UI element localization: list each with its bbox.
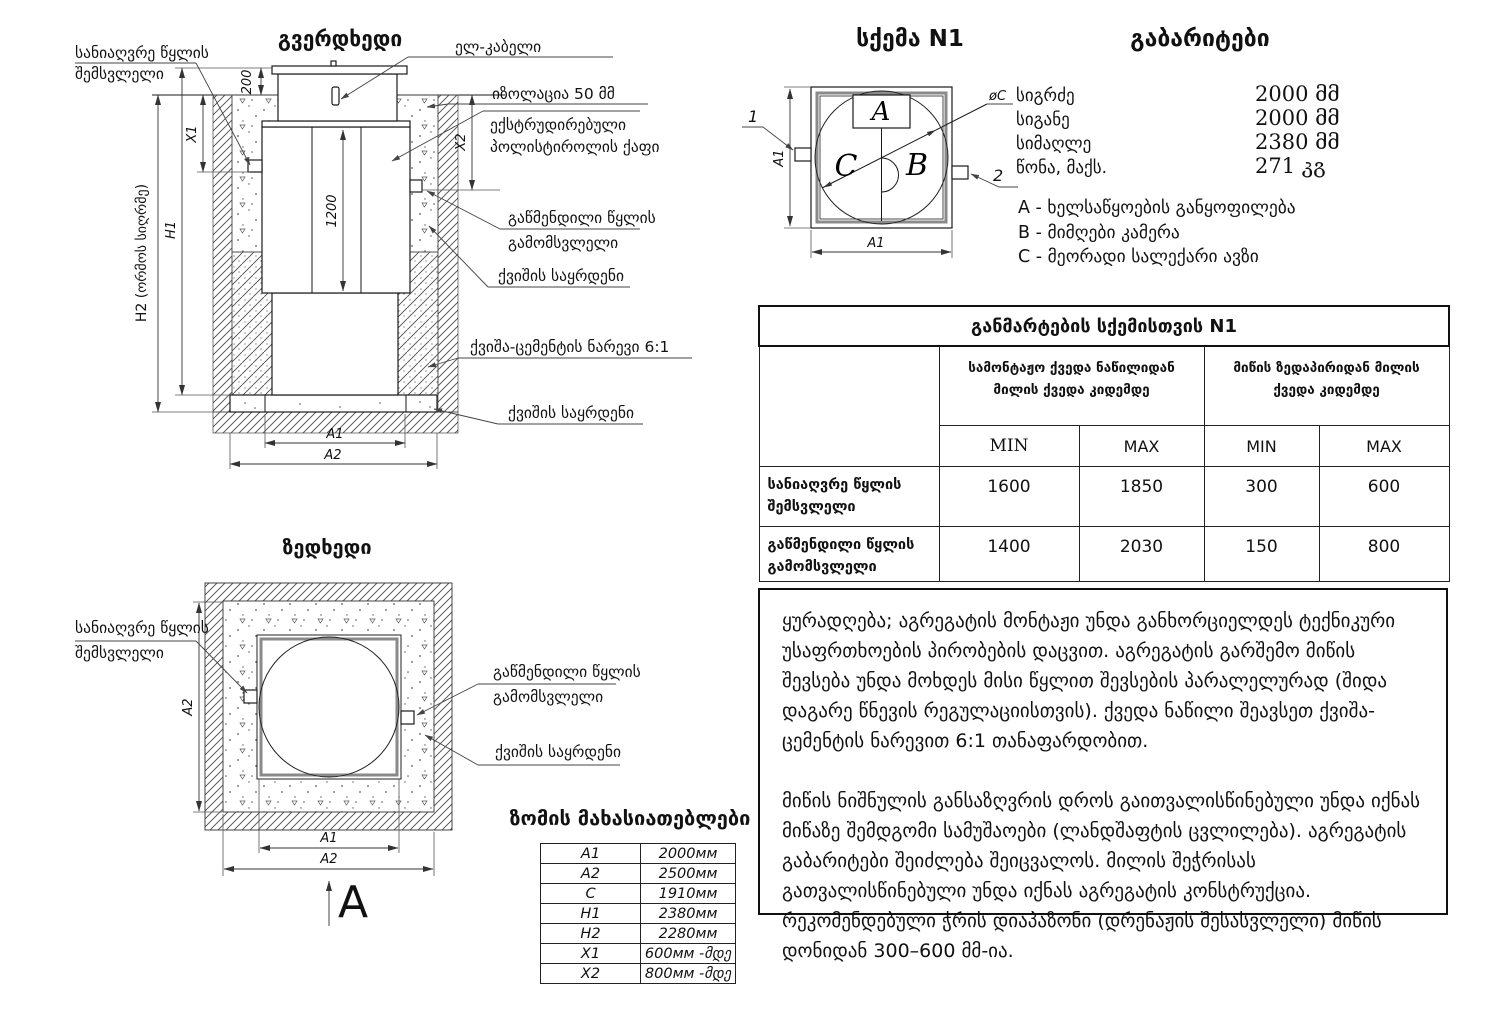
sand-support-lower-label: ქვიშის საყრდენი xyxy=(508,404,634,422)
compartment-b-letter: B xyxy=(905,148,929,183)
notes-paragraph-1: ყურადღება; აგრეგატის მონტაჟი უნდა განხორციელდეს ტექნიკური უსაფრთხოების პირობების დაცვით. აგრეგატის გარშემო მიწის შევსება უნდა მოხდეს მისი წყლით შევსების პარალელურად (შიდა დაგარე წნევის რეგულაციისთვის). ქვედა ნაწილი შეავსეთ ქვიშა-ცემენტის ნარევით 6:1 თანაფარდობით. xyxy=(782,610,1396,753)
table-row-outlet xyxy=(759,527,1449,582)
cell-value: 1600 xyxy=(939,467,1079,527)
tank-flange xyxy=(262,121,410,127)
dim-h1: H1 xyxy=(164,220,179,240)
pit-wall-left xyxy=(213,95,232,412)
size-value: 800мм -მდე xyxy=(641,964,736,984)
top-view-dim-a2-bottom: A2 xyxy=(320,852,338,867)
size-value: 2500мм xyxy=(641,864,736,884)
installation-notes xyxy=(758,588,1448,963)
explain-table-corner-cell xyxy=(759,346,939,467)
compartment-legend xyxy=(1018,196,1448,270)
size-value: 2380мм xyxy=(641,904,736,924)
sand-support-upper-label: ქვიშის საყრდენი xyxy=(498,267,624,285)
cell-value: 600 xyxy=(1319,467,1449,527)
cell-value: 800 xyxy=(1319,527,1449,582)
spec-row-width xyxy=(1016,106,1436,130)
top-inlet-label-2: შემსვლელი xyxy=(75,644,164,662)
scheme-n1-diagram xyxy=(740,80,1020,265)
sand-cement-mix-label: ქვიშა-ცემენტის ნარევი 6:1 xyxy=(470,338,670,356)
dim-a2: A2 xyxy=(324,448,342,463)
max-header-2: MAX xyxy=(1319,426,1449,467)
size-param: H2 xyxy=(541,924,641,944)
size-row xyxy=(541,884,736,904)
dim-200: 200 xyxy=(240,69,255,95)
cell-value: 1850 xyxy=(1079,467,1204,527)
inlet-label-2: შემსვლელი xyxy=(75,65,164,83)
min-header-1: MIN xyxy=(939,426,1079,467)
spec-value: 2000 მმ xyxy=(1255,106,1340,130)
scheme-outlet-stub xyxy=(952,166,968,179)
spec-row-weight xyxy=(1016,154,1436,178)
cell-value: 150 xyxy=(1204,527,1319,582)
min-header-2: MIN xyxy=(1204,426,1319,467)
gabarits-list xyxy=(1016,82,1436,178)
column-group-1: სამონტაჟო ქვედა ნაწილიდან მილის ქვედა კიდემდე xyxy=(939,346,1204,426)
size-value: 600мм -მდე xyxy=(641,944,736,964)
dim-h2-pit-depth: H2 (ორმოს სიღრმე) xyxy=(134,183,150,323)
outlet-label: გაწმენდილი წყლის xyxy=(508,209,656,227)
top-view-tank-square xyxy=(257,635,401,779)
cable-conduit xyxy=(332,87,339,105)
scheme-dim-a1-left: A1 xyxy=(772,149,787,167)
dim-1200: 1200 xyxy=(325,194,340,228)
size-row xyxy=(541,844,736,864)
size-value: 1910мм xyxy=(641,884,736,904)
tank-lower-body xyxy=(272,293,398,395)
scheme-dim-a1-bottom: A1 xyxy=(867,236,885,251)
top-outlet-label: გაწმენდილი წყლის xyxy=(493,663,641,681)
size-table xyxy=(540,843,736,984)
callout-2: 2 xyxy=(993,166,1004,185)
spec-label: სიმაღლე xyxy=(1016,134,1092,154)
callout-1: 1 xyxy=(748,107,759,126)
spec-row-length xyxy=(1016,82,1436,106)
legend-b: B - მიმღები კამერა xyxy=(1018,222,1180,243)
foam-label: ექსტრუდირებული xyxy=(490,116,627,134)
row-label: სანიაღვრე წყლის შემსვლელი xyxy=(759,467,939,527)
size-param: X1 xyxy=(541,944,641,964)
side-view-diagram xyxy=(60,20,760,530)
explanation-table xyxy=(758,305,1450,582)
size-value: 2000мм xyxy=(641,844,736,864)
legend-c: C - მეორადი სალექარი ავზი xyxy=(1018,247,1259,267)
legend-a: A - ხელსაწყოების განყოფილება xyxy=(1018,198,1296,218)
size-param: C xyxy=(541,884,641,904)
size-table-title: ზომის მახასიათებლები xyxy=(509,806,751,830)
spec-value: 2000 მმ xyxy=(1255,82,1340,106)
side-view-title: გვერდხედი xyxy=(277,27,403,51)
row-label: გაწმენდილი წყლის გამომსვლელი xyxy=(759,527,939,582)
size-row xyxy=(541,944,736,964)
size-param: X2 xyxy=(541,964,641,984)
spec-label: სიგანე xyxy=(1016,110,1070,130)
cell-value: 1400 xyxy=(939,527,1079,582)
size-param: A2 xyxy=(541,864,641,884)
notes-paragraph-2: მიწის ნიშნულის განსაზღვრის დროს გაითვალისწინებული უნდა იქნას მიწაზე შემდგომი სამუშაოები (ლანდშაფტის ცვლილება). აგრეგატის გაბარიტები შეიძლება შეიცვალოს. მილის შეჭრისას გათვალისწინებული უნდა იქნას აგრეგატის კონსტრუქცია. რეკომენდებული ჭრის დიაპაზონი (დრენაჟის შესასვლელი) მიწის დონიდან 300–600 მმ-ია. xyxy=(782,790,1421,963)
insulation-label: იზოლაცია 50 მმ xyxy=(492,85,615,103)
size-row xyxy=(541,864,736,884)
cell-value: 2030 xyxy=(1079,527,1204,582)
column-group-2: მიწის ზედაპირიდან მილის ქვედა კიდემდე xyxy=(1204,346,1449,426)
inlet-stub xyxy=(248,160,262,172)
top-outlet-label-2: გამომსვლელი xyxy=(493,688,604,706)
top-view-dim-a2-left: A2 xyxy=(181,698,196,716)
dim-x2: X2 xyxy=(454,133,469,151)
size-row xyxy=(541,924,736,944)
lid-knob xyxy=(331,61,336,66)
top-view-dim-a1: A1 xyxy=(320,831,338,846)
gabarits-title: გაბარიტები xyxy=(1130,26,1270,52)
dim-a1: A1 xyxy=(326,427,344,442)
compartment-a-letter: A xyxy=(871,97,891,127)
size-row xyxy=(541,904,736,924)
top-view-outlet-stub xyxy=(401,711,414,724)
outlet-stub xyxy=(410,180,422,192)
cell-value: 300 xyxy=(1204,467,1319,527)
size-param: A1 xyxy=(541,844,641,864)
cable-label: ელ-კაბელი xyxy=(455,38,542,56)
scheme-title: სქემა N1 xyxy=(856,26,964,52)
outlet-label-2: გამომსვლელი xyxy=(508,234,619,252)
spec-label: სიგრძე xyxy=(1016,86,1075,106)
top-inlet-label: სანიაღვრე წყლის xyxy=(75,619,209,637)
spec-value: 271 კგ xyxy=(1255,154,1326,178)
explain-table-title: განმარტების სქემისთვის N1 xyxy=(759,306,1449,346)
size-param: H1 xyxy=(541,904,641,924)
foam-label-2: პოლისტიროლის ქაფი xyxy=(490,138,660,156)
scheme-inlet-stub xyxy=(795,148,811,161)
table-row-inlet xyxy=(759,467,1449,527)
diameter-label: øC xyxy=(989,89,1007,104)
size-row xyxy=(541,964,736,984)
section-arrow-letter: A xyxy=(338,877,369,928)
top-view-title: ზედხედი xyxy=(282,535,372,559)
spec-value: 2380 მმ xyxy=(1255,130,1340,154)
compartment-c-letter: C xyxy=(834,149,858,184)
spec-label: წონა, მაქს. xyxy=(1016,158,1108,178)
inlet-label: სანიაღვრე წყლის xyxy=(75,44,209,62)
top-sand-support-label: ქვიშის საყრდენი xyxy=(495,743,621,761)
size-value: 2280мм xyxy=(641,924,736,944)
sand-support-layer xyxy=(230,395,437,412)
spec-row-height xyxy=(1016,130,1436,154)
max-header-1: MAX xyxy=(1079,426,1204,467)
dim-x1: X1 xyxy=(185,125,200,143)
